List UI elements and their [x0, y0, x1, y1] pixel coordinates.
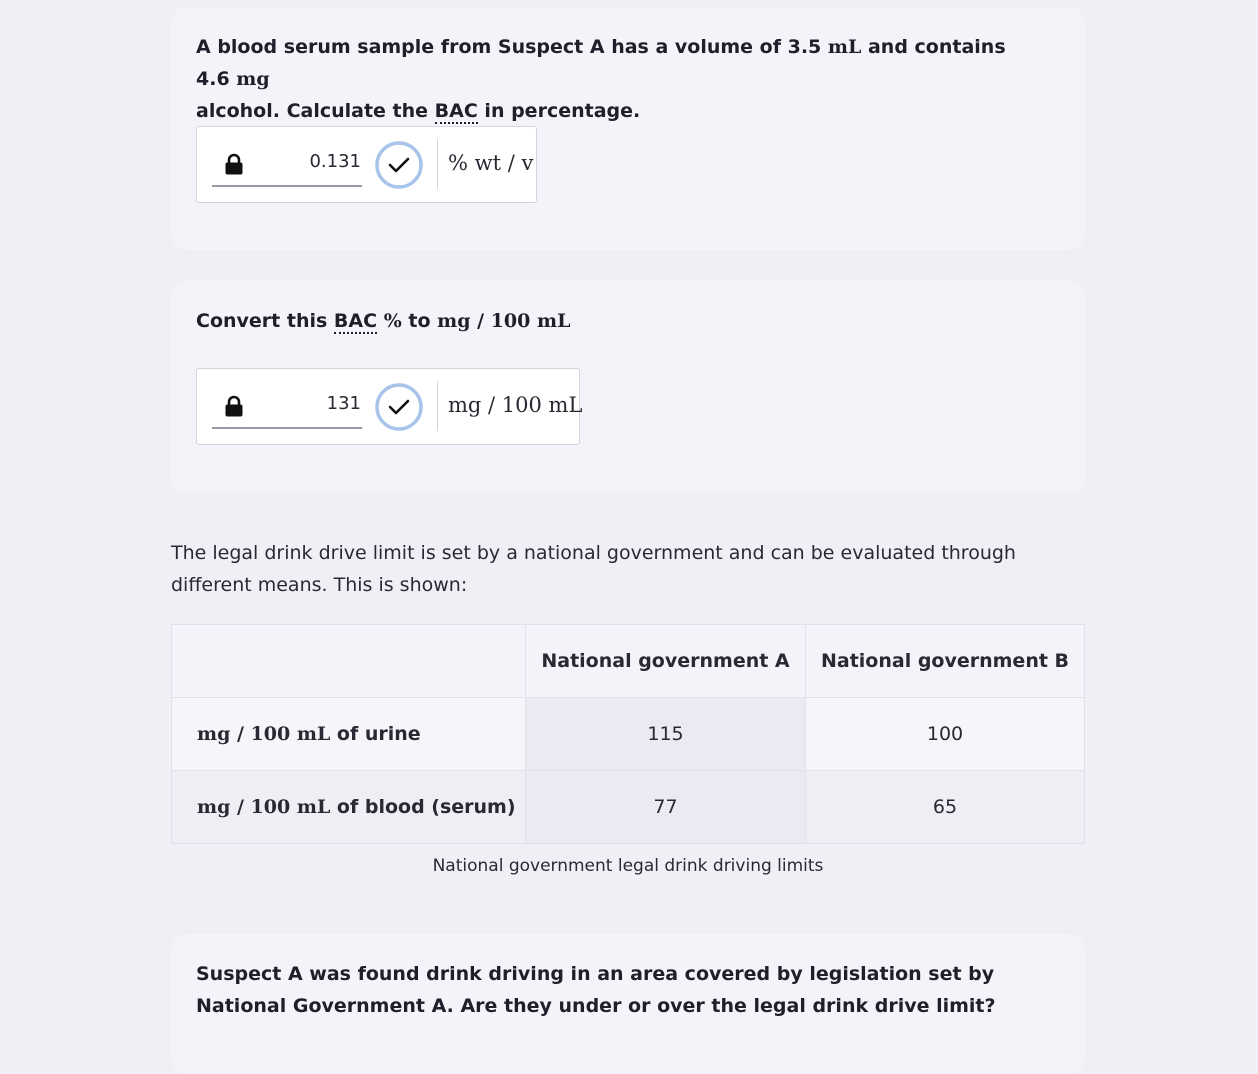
- answer-input[interactable]: 0.131: [309, 151, 361, 172]
- question-3-text: Suspect A was found drink driving in an area covered by legislation set by National Government A. Are they under or over the legal drink drive limit?: [196, 963, 996, 1017]
- answer-unit: mg / 100 mL: [448, 393, 583, 417]
- answer-underline: [212, 427, 362, 429]
- q2-text-b: to: [401, 310, 438, 332]
- q1-text-d: in percentage.: [477, 100, 641, 122]
- table-row: [172, 771, 1085, 844]
- q1-text-b: and contains 4.6: [196, 36, 1006, 90]
- table-row: [172, 698, 1085, 771]
- q1-text-c: alcohol. Calculate the: [196, 100, 435, 122]
- check-circle-icon: [375, 383, 423, 431]
- unit-divider: [437, 139, 438, 189]
- row-unit: mg / 100 mL: [197, 723, 331, 745]
- intro-paragraph: The legal drink drive limit is set by a national government and can be evaluated through different means. This is shown:: [171, 542, 1016, 596]
- table-cell-gov-a: 115: [526, 698, 806, 771]
- q2-unit: mg / 100 mL: [437, 310, 571, 332]
- question-card-2: [171, 281, 1085, 493]
- unit-divider: [437, 381, 438, 431]
- table-row-label: [172, 771, 526, 844]
- answer-box-1: [196, 126, 537, 203]
- answer-box-2: [196, 368, 583, 445]
- question-1-text: [196, 31, 1015, 127]
- answer-input[interactable]: 131: [326, 393, 361, 414]
- table-header-row: [172, 625, 1085, 698]
- row-unit: mg / 100 mL: [197, 796, 331, 818]
- q1-unit-ml: mL: [827, 36, 862, 58]
- answer-underline: [212, 185, 362, 187]
- table-cell-gov-a: 77: [526, 771, 806, 844]
- answer-unit: % wt / v: [448, 151, 534, 175]
- question-card-3: [171, 934, 1085, 1074]
- question-card-1: [171, 7, 1085, 250]
- q2-text-a: Convert this: [196, 310, 334, 332]
- row-label: of urine: [330, 723, 421, 745]
- row-label: of blood (serum): [330, 796, 516, 818]
- check-circle-icon: [375, 141, 423, 189]
- q1-unit-mg: mg: [236, 68, 270, 90]
- bac-abbreviation[interactable]: BAC: [333, 310, 378, 332]
- q1-text-a: A blood serum sample from Suspect A has a volume of 3.5: [196, 36, 828, 58]
- table-header-empty: [172, 625, 526, 698]
- q2-percent: %: [383, 310, 402, 332]
- table-cell-gov-b: 100: [806, 698, 1085, 771]
- lock-icon: [223, 395, 245, 417]
- limits-table: [171, 624, 1085, 844]
- table-header-gov-a: National government A: [526, 625, 806, 698]
- lock-icon: [223, 153, 245, 175]
- bac-abbreviation[interactable]: BAC: [434, 100, 478, 122]
- table-row-label: [172, 698, 526, 771]
- table-cell-gov-b: 65: [806, 771, 1085, 844]
- table-caption: National government legal drink driving limits: [432, 856, 824, 876]
- table-header-gov-b: National government B: [806, 625, 1085, 698]
- question-2-text: [196, 305, 1015, 337]
